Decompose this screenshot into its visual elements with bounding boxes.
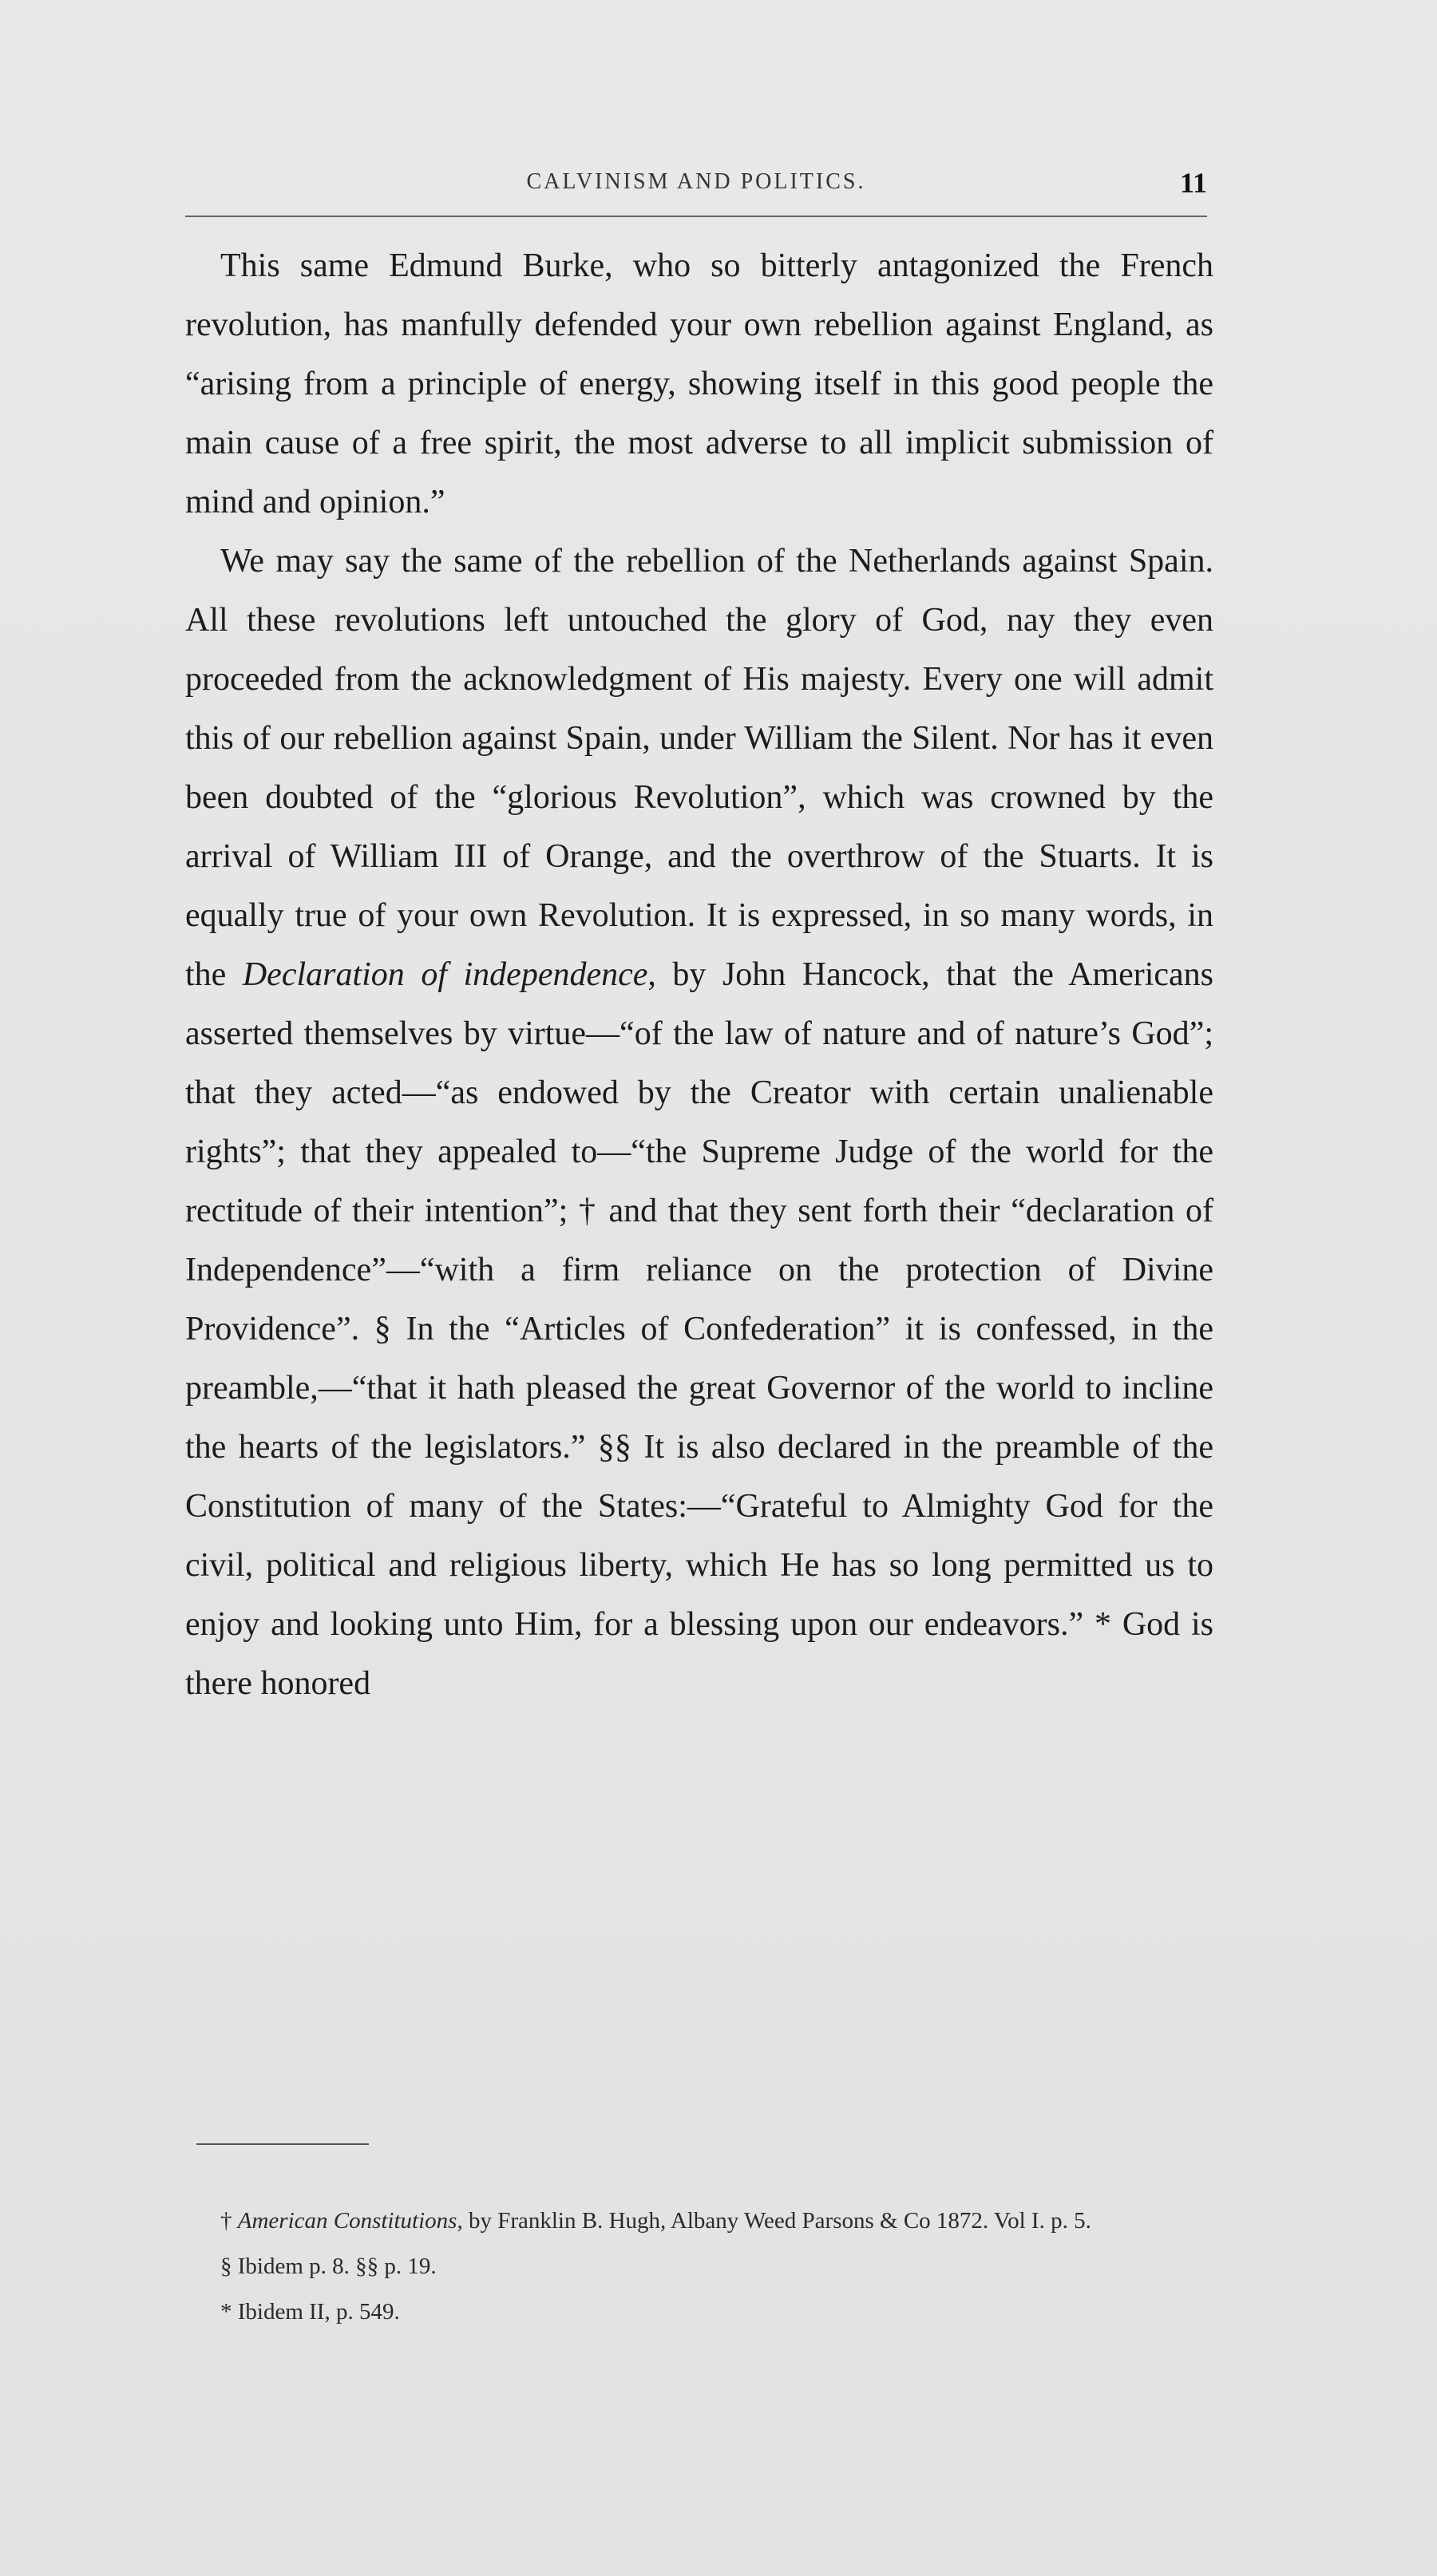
header-rule: [185, 216, 1207, 217]
declaration-title: Declaration of independence: [242, 956, 648, 993]
footnote-mark: †: [220, 2208, 238, 2234]
paragraph-text: , by John Hancock, that the Americans asserted themselves by virtue—“of the law of nature and of nature’s God”; that they acted—“as endowed by the Creator with certain unalienable rights”; that they appealed to—“the Supreme Judge of the world for the rectitude of their intention”; † and that they sent forth their “declaration of Independence”—“with a firm reliance on the protection of Divine Providence”. § In the “Articles of Confederation” it is confessed, in the preamble,—“that it hath pleased the great Governor of the world to incline the hearts of the legislators.” §§ It is also declared in the preamble of the Constitution of many of the States:—“Grateful to Almighty God for the civil, political and religious liberty, which He has so long permitted us to enjoy and looking unto Him, for a blessing upon our endeavors.” * God is there honored: [185, 956, 1214, 1702]
footnote-text: § Ibidem p. 8. §§ p. 19.: [220, 2254, 437, 2279]
paragraph-text: We may say the same of the rebellion of the Netherlands against Spain. All these revolutions left untouched the glory of God, nay they even proceeded from the acknowledgment of His majesty. Every one will admit this of our rebellion against Spain, under William the Silent. Nor has it even been doubted of the “glorious Revolution”, which was crowned by the arrival of William III of Orange, and the overthrow of the Stuarts. It is equally true of your own Revolution. It is expressed, in so many words, in the: [185, 543, 1213, 993]
footnote-text: * Ibidem II, p. 549.: [220, 2299, 400, 2325]
footnote-section: [188, 2249, 1218, 2285]
page-header: [185, 166, 1207, 214]
running-head: CALVINISM AND POLITICS.: [526, 169, 866, 194]
body-text: [185, 236, 1213, 1713]
footnote-text: , by Franklin B. Hugh, Albany Weed Parsons & Co 1872. Vol I. p. 5.: [457, 2208, 1091, 2234]
paragraph-text: This same Edmund Burke, who so bitterly antagonized the French revolution, has manfully defended your own rebellion against England, as “arising from a principle of energy, showing itself in this good people the main cause of a free spirit, the most adverse to all implicit submission of mind and opinion.”: [185, 247, 1213, 520]
footnotes: [188, 2203, 1218, 2340]
footnote-book-title: American Constitutions: [237, 2208, 457, 2234]
paragraph-revolutions: [185, 532, 1213, 1713]
page-number: 11: [1179, 167, 1207, 199]
footnote-rule: [196, 2143, 369, 2145]
paragraph-burke: [185, 236, 1213, 532]
footnote-dagger: [188, 2203, 1218, 2239]
footnote-asterisk: [188, 2294, 1218, 2330]
